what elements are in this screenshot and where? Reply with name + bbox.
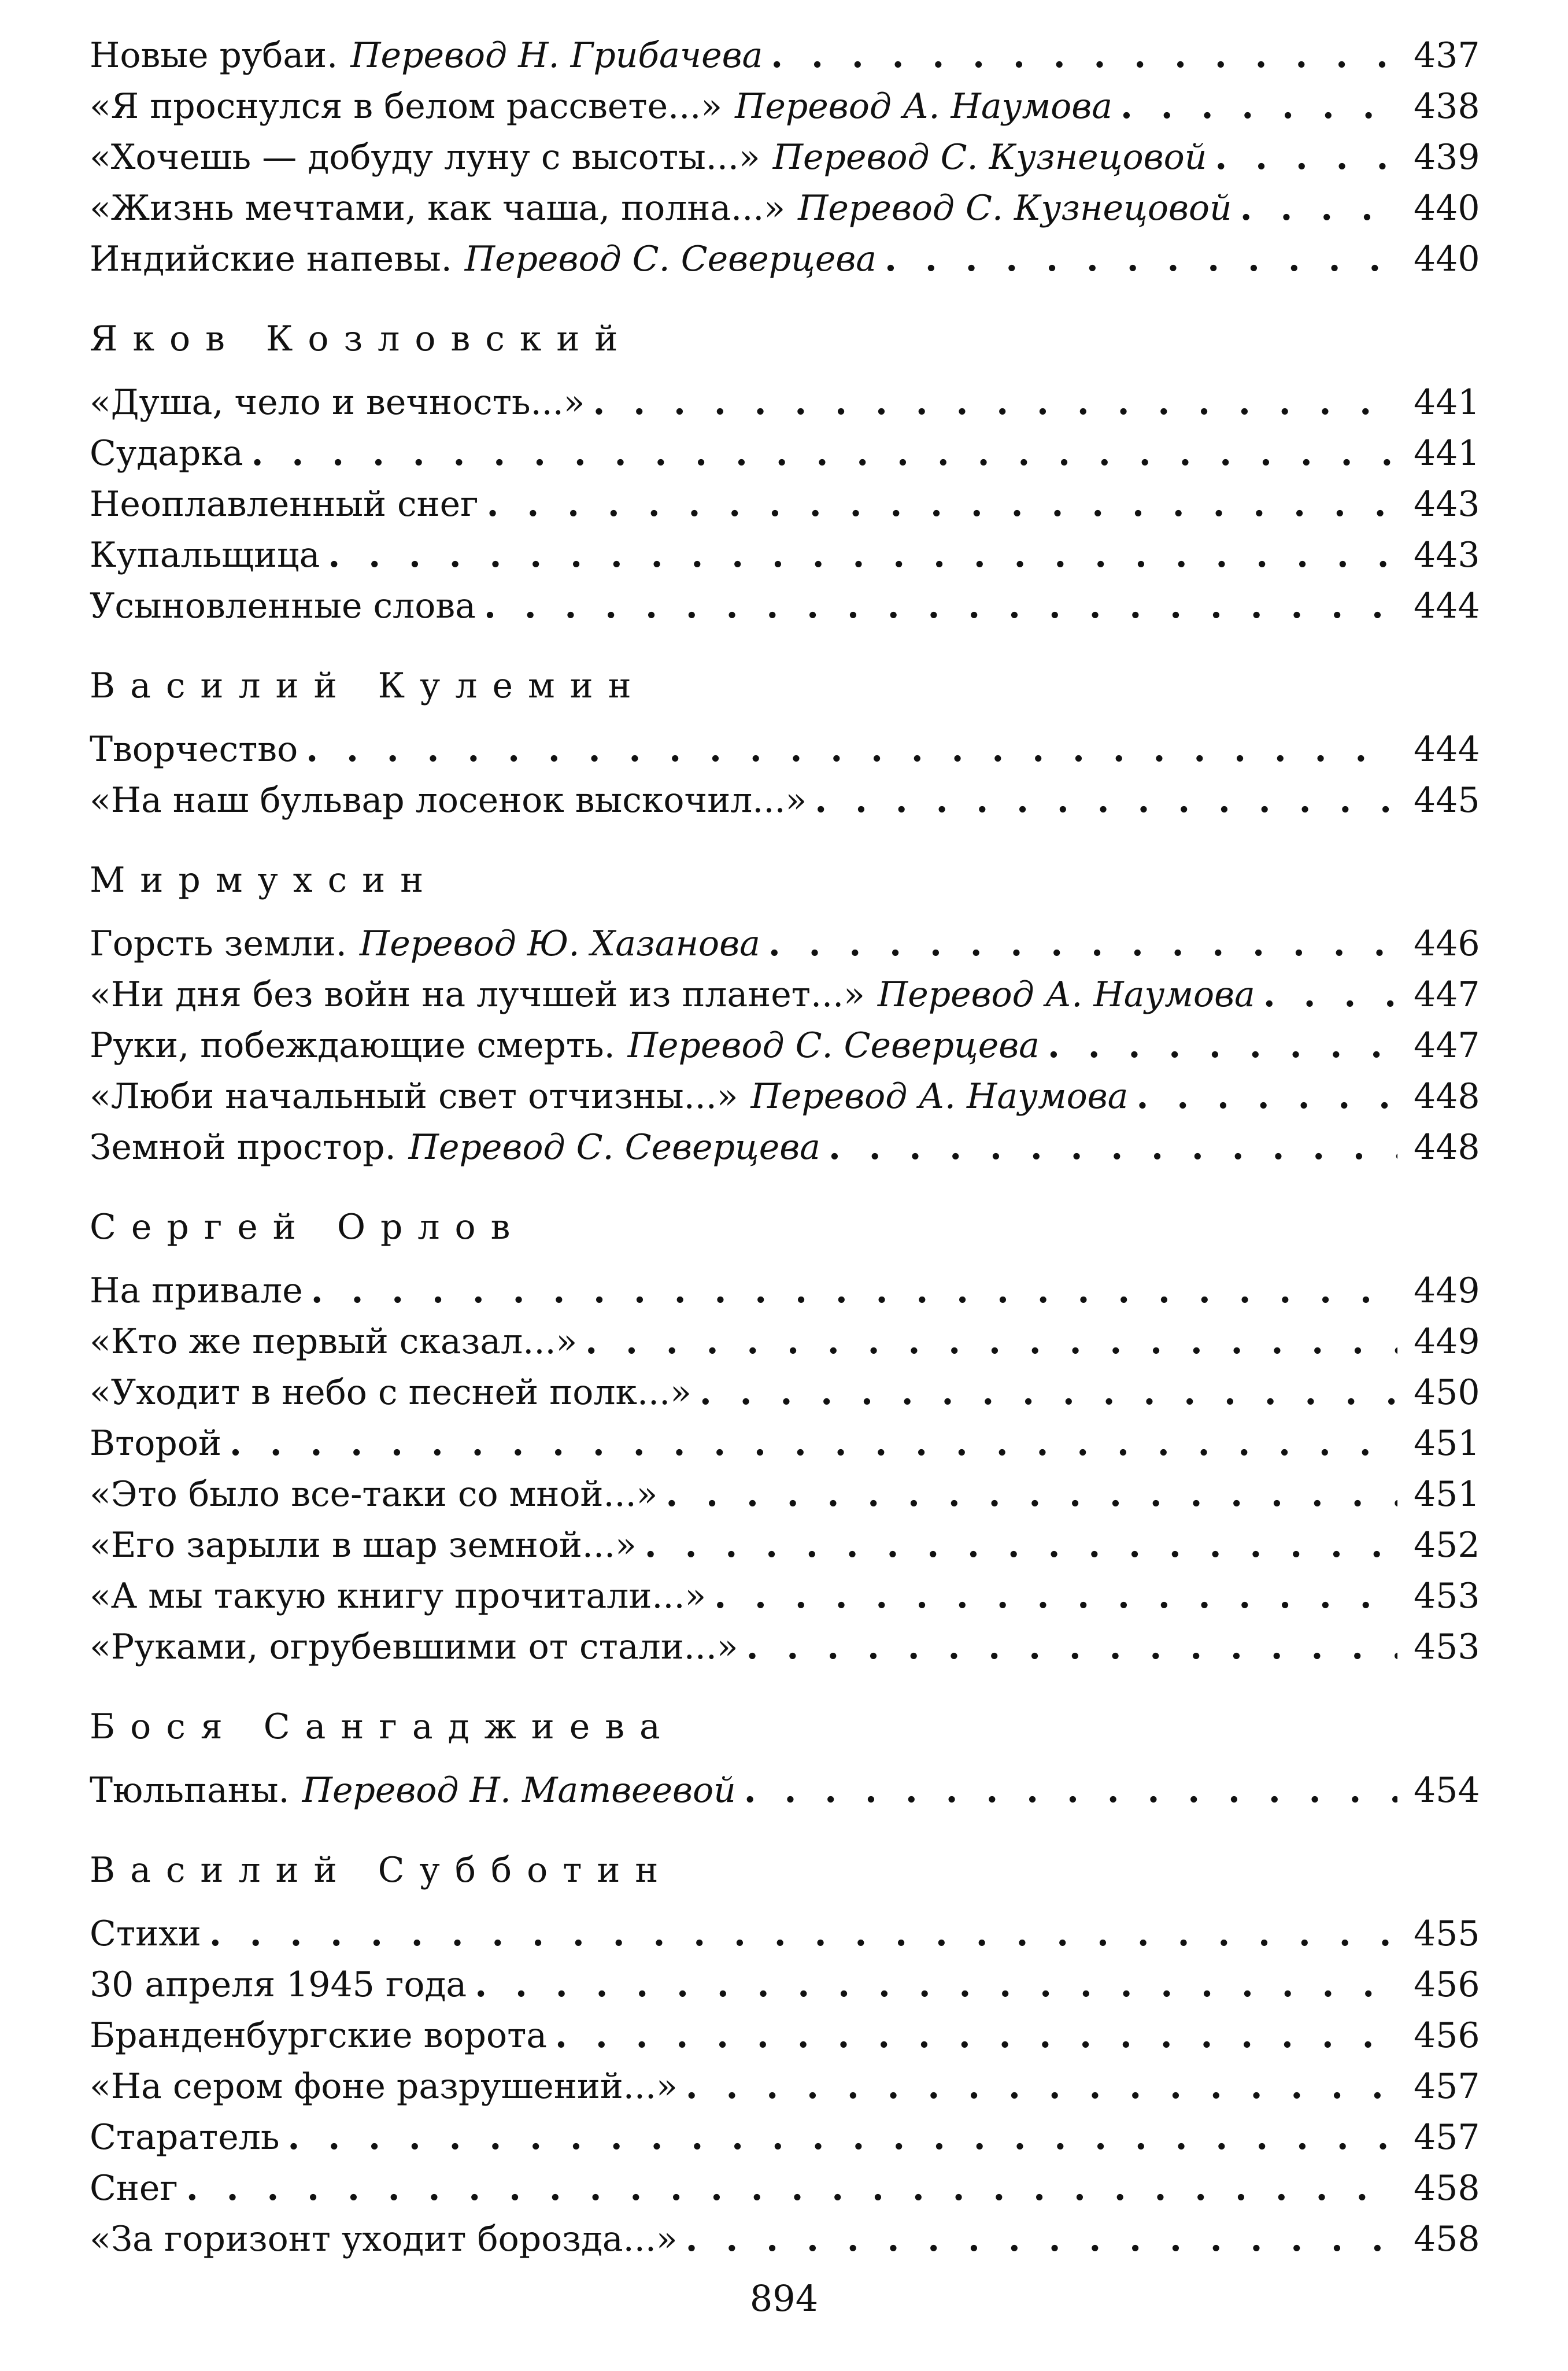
toc-entry[interactable]: [90, 1622, 1480, 1672]
dot-leader: [885, 234, 1397, 285]
entry-title: 30 апреля 1945 года: [90, 1964, 467, 2005]
entry-page-number: 444: [1414, 729, 1480, 770]
toc-entry[interactable]: [90, 2061, 1480, 2112]
entry-page-number: 440: [1414, 239, 1480, 279]
entry-page-number: 441: [1414, 382, 1480, 423]
entry-title: На привале: [90, 1271, 303, 1311]
dot-leader: [686, 2214, 1397, 2265]
entry-title: «Люби начальный свет отчизны...»: [90, 1076, 738, 1117]
entry-page-number: 447: [1414, 1025, 1480, 1066]
entry-page-number: 447: [1414, 974, 1480, 1015]
toc-entry[interactable]: [90, 775, 1480, 826]
dot-leader: [487, 479, 1397, 530]
dot-leader: [288, 2112, 1397, 2163]
page-number-footer: 894: [749, 2277, 819, 2320]
entry-title: «Душа, чело и вечность...»: [90, 382, 585, 423]
toc-entry[interactable]: [90, 2112, 1480, 2163]
dot-leader: [829, 1122, 1397, 1173]
entry-translator: Перевод А. Наумова: [735, 86, 1113, 127]
toc-entry[interactable]: [90, 30, 1480, 81]
entry-translator: Перевод С. Северцева: [627, 1025, 1040, 1066]
author-heading: Сергей Орлов: [90, 1207, 526, 1247]
toc-entry[interactable]: [90, 2010, 1480, 2061]
dot-leader: [700, 1367, 1397, 1418]
toc-entry[interactable]: [90, 918, 1480, 969]
entry-title: Новые рубаи.: [90, 35, 338, 76]
toc-entry[interactable]: [90, 530, 1480, 581]
entry-translator: Перевод С. Кузнецовой: [772, 137, 1207, 178]
entry-page-number: 458: [1414, 2168, 1480, 2208]
dot-leader: [593, 377, 1398, 428]
entry-page-number: 451: [1414, 1474, 1480, 1515]
dot-leader: [209, 1908, 1397, 1959]
entry-translator: Перевод С. Северцева: [408, 1127, 820, 1168]
entry-page-number: 456: [1414, 2015, 1480, 2056]
entry-page-number: 452: [1414, 1525, 1480, 1565]
entry-page-number: 443: [1414, 484, 1480, 525]
dot-leader: [230, 1418, 1397, 1469]
dot-leader: [686, 2061, 1397, 2112]
dot-leader: [555, 2010, 1397, 2061]
entry-translator: Перевод Н. Матвеевой: [302, 1770, 736, 1811]
entry-title: Сударка: [90, 433, 243, 474]
dot-leader: [771, 30, 1397, 81]
entry-title: «Ни дня без войн на лучшей из планет...»: [90, 974, 865, 1015]
entry-title: Тюльпаны.: [90, 1770, 290, 1811]
dot-leader: [645, 1520, 1397, 1571]
entry-title: Усыновленные слова: [90, 586, 476, 626]
entry-page-number: 444: [1414, 586, 1480, 626]
entry-page-number: 446: [1414, 924, 1480, 964]
toc-entry[interactable]: [90, 183, 1480, 234]
entry-title: «Хочешь — добуду луну с высоты...»: [90, 137, 760, 178]
entry-page-number: 443: [1414, 535, 1480, 575]
dot-leader: [186, 2163, 1397, 2214]
entry-page-number: 437: [1414, 35, 1480, 76]
dot-leader: [1120, 81, 1397, 132]
entry-page-number: 448: [1414, 1127, 1480, 1168]
dot-leader: [714, 1571, 1397, 1622]
dot-leader: [328, 530, 1397, 581]
toc-entry[interactable]: [90, 132, 1480, 183]
entry-translator: Перевод С. Северцева: [464, 239, 877, 279]
entry-page-number: 453: [1414, 1627, 1480, 1667]
toc-entry[interactable]: [90, 1520, 1480, 1571]
author-heading: Василий Кулемин: [90, 666, 646, 706]
toc-entry[interactable]: [90, 428, 1480, 479]
entry-title: Купальщица: [90, 535, 320, 575]
entry-title: «Уходит в небо с песней полк...»: [90, 1372, 691, 1413]
toc-section: [90, 30, 1480, 285]
toc-section: [90, 285, 1480, 631]
author-heading: Мирмухсин: [90, 860, 439, 900]
entry-page-number: 439: [1414, 137, 1480, 178]
entry-title: Творчество: [90, 729, 298, 770]
entry-page-number: 440: [1414, 188, 1480, 228]
entry-page-number: 456: [1414, 1964, 1480, 2005]
toc-entry[interactable]: [90, 969, 1480, 1020]
dot-leader: [665, 1469, 1397, 1520]
entry-page-number: 441: [1414, 433, 1480, 474]
toc-entry[interactable]: [90, 724, 1480, 775]
entry-page-number: 450: [1414, 1372, 1480, 1413]
toc-entry[interactable]: [90, 1571, 1480, 1622]
entry-translator: Перевод А. Наумова: [750, 1076, 1129, 1117]
author-heading: Яков Козловский: [90, 319, 633, 359]
entry-title: «Руками, огрубевшими от стали...»: [90, 1627, 738, 1667]
toc-entry[interactable]: [90, 1265, 1480, 1316]
dot-leader: [1136, 1071, 1397, 1122]
toc-entry[interactable]: [90, 1908, 1480, 1959]
entry-title: «На наш бульвар лосенок выскочил...»: [90, 780, 807, 821]
entry-title: «За горизонт уходит борозда...»: [90, 2219, 678, 2259]
toc-section: [90, 1173, 1480, 1672]
entry-title: Руки, побеждающие смерть.: [90, 1025, 615, 1066]
toc-entry[interactable]: [90, 2163, 1480, 2214]
entry-page-number: 451: [1414, 1423, 1480, 1464]
entry-title: «На сером фоне разрушений...»: [90, 2066, 678, 2107]
entry-title: Неоплавленный снег: [90, 484, 479, 525]
entry-title: Стихи: [90, 1914, 201, 1954]
toc-entry[interactable]: [90, 377, 1480, 428]
dot-leader: [1048, 1020, 1397, 1071]
entry-title: Снег: [90, 2168, 178, 2208]
entry-page-number: 449: [1414, 1321, 1480, 1362]
dot-leader: [311, 1265, 1397, 1316]
entry-title: «А мы такую книгу прочитали...»: [90, 1576, 707, 1616]
entry-page-number: 453: [1414, 1576, 1480, 1616]
dot-leader: [768, 918, 1397, 969]
dot-leader: [1215, 132, 1397, 183]
dot-leader: [815, 775, 1397, 826]
entry-page-number: 445: [1414, 780, 1480, 821]
entry-page-number: 458: [1414, 2219, 1480, 2259]
dot-leader: [744, 1765, 1397, 1816]
entry-translator: Перевод Н. Грибачева: [350, 35, 763, 76]
dot-leader: [1240, 183, 1397, 234]
entry-translator: Перевод С. Кузнецовой: [798, 188, 1232, 228]
toc-entry[interactable]: [90, 581, 1480, 631]
entry-page-number: 448: [1414, 1076, 1480, 1117]
entry-title: «Кто же первый сказал...»: [90, 1321, 578, 1362]
toc-section: [90, 1816, 1480, 2265]
entry-title: Индийские напевы.: [90, 239, 452, 279]
toc-entry[interactable]: [90, 1367, 1480, 1418]
entry-title: Второй: [90, 1423, 221, 1464]
entry-page-number: 449: [1414, 1271, 1480, 1311]
table-of-contents: [90, 30, 1480, 2265]
toc-entry[interactable]: [90, 234, 1480, 285]
entry-page-number: 457: [1414, 2066, 1480, 2107]
toc-entry[interactable]: [90, 479, 1480, 530]
dot-leader: [252, 428, 1397, 479]
toc-entry[interactable]: [90, 1316, 1480, 1367]
toc-section: [90, 826, 1480, 1173]
entry-title: Горсть земли.: [90, 924, 347, 964]
toc-entry[interactable]: [90, 1959, 1480, 2010]
entry-page-number: 455: [1414, 1914, 1480, 1954]
dot-leader: [306, 724, 1397, 775]
dot-leader: [475, 1959, 1397, 2010]
entry-title: «Жизнь мечтами, как чаша, полна...»: [90, 188, 786, 228]
entry-title: «Его зарыли в шар земной...»: [90, 1525, 637, 1565]
entry-page-number: 454: [1414, 1770, 1480, 1811]
toc-section: [90, 631, 1480, 826]
dot-leader: [1263, 969, 1397, 1020]
entry-page-number: 438: [1414, 86, 1480, 127]
dot-leader: [585, 1316, 1397, 1367]
entry-translator: Перевод А. Наумова: [877, 974, 1255, 1015]
author-heading: Бося Сангаджиева: [90, 1707, 675, 1747]
entry-title: Земной простор.: [90, 1127, 396, 1168]
entry-title: «Это было все-таки со мной...»: [90, 1474, 658, 1515]
entry-title: «Я проснулся в белом рассвете...»: [90, 86, 723, 127]
entry-translator: Перевод Ю. Хазанова: [359, 924, 760, 964]
entry-title: Бранденбургские ворота: [90, 2015, 548, 2056]
toc-entry[interactable]: [90, 81, 1480, 132]
dot-leader: [484, 581, 1397, 631]
entry-title: Старатель: [90, 2117, 280, 2158]
toc-entry[interactable]: [90, 1765, 1480, 1816]
toc-entry[interactable]: [90, 1469, 1480, 1520]
toc-entry[interactable]: [90, 1071, 1480, 1122]
toc-entry[interactable]: [90, 1418, 1480, 1469]
author-heading: Василий Субботин: [90, 1850, 674, 1890]
dot-leader: [746, 1622, 1397, 1672]
toc-entry[interactable]: [90, 1122, 1480, 1173]
toc-section: [90, 1672, 1480, 1816]
toc-entry[interactable]: [90, 1020, 1480, 1071]
entry-page-number: 457: [1414, 2117, 1480, 2158]
toc-entry[interactable]: [90, 2214, 1480, 2265]
